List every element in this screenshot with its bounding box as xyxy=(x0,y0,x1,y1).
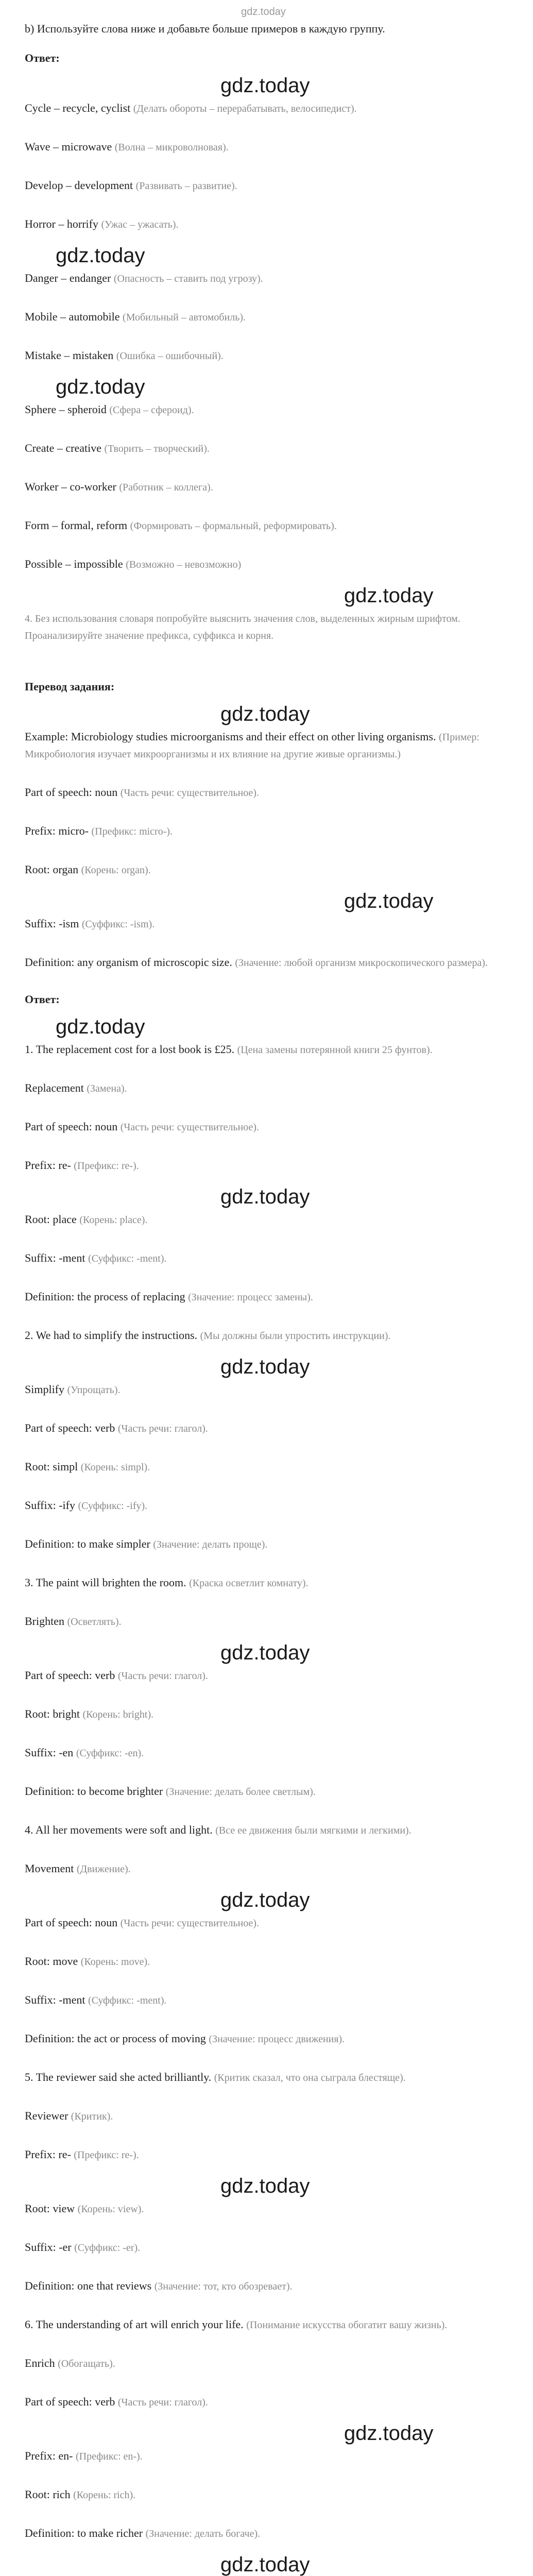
word-item-line xyxy=(25,1706,502,1723)
line-ru: (Префикс: en-). xyxy=(75,2451,143,2462)
line-ru: (Осветлять). xyxy=(67,1616,122,1628)
pair-item xyxy=(25,177,502,194)
line-ru: (Значение: процесс движения). xyxy=(209,2033,345,2045)
pair-ru: (Волна – микроволновая). xyxy=(114,142,229,153)
word-item-sentence xyxy=(25,1574,502,1591)
word-item-line xyxy=(25,1381,502,1398)
word-item-line xyxy=(25,1211,502,1228)
word-item-line xyxy=(25,2394,502,2411)
pair-item xyxy=(25,401,502,418)
pair-item xyxy=(25,440,502,457)
pair-ru: (Формировать – формальный, реформировать). xyxy=(130,520,337,532)
pair-en: Cycle – recycle, cyclist xyxy=(25,101,131,114)
word-item-line xyxy=(25,1914,502,1931)
line-en: Definition: to make richer xyxy=(25,2527,143,2539)
line-en: Part of speech: verb xyxy=(25,2395,115,2408)
watermark: gdz.today xyxy=(56,244,145,267)
line-en: Part of speech: noun xyxy=(25,786,118,799)
line-en: Suffix: -ify xyxy=(25,1499,75,1512)
sentence-ru: (Все ее движения были мягкими и легкими). xyxy=(215,1825,411,1836)
line-ru: (Часть речи: глагол). xyxy=(117,1423,208,1434)
pair-en: Mobile – automobile xyxy=(25,310,120,323)
line-en: Definition: the act or process of moving xyxy=(25,2032,206,2045)
watermark: gdz.today xyxy=(344,2422,434,2445)
sentence-ru: (Краска осветлит комнату). xyxy=(189,1578,308,1589)
sentence-en: 6. The understanding of art will enrich your life. xyxy=(25,2318,244,2331)
line-en: Part of speech: noun xyxy=(25,1916,118,1929)
pair-en: Possible – impossible xyxy=(25,557,123,570)
watermark: gdz.today xyxy=(220,703,310,725)
pair-ru: (Развивать – развитие). xyxy=(135,180,237,192)
line-ru: (Часть речи: глагол). xyxy=(117,2397,208,2408)
pair-ru: (Мобильный – автомобиль). xyxy=(123,312,246,323)
line-ru: (Корень: rich). xyxy=(73,2489,136,2501)
line-en: Suffix: -er xyxy=(25,2241,72,2253)
line-ru: (Суффикс: -ify). xyxy=(78,1500,148,1512)
pair-en: Horror – horrify xyxy=(25,217,98,230)
line-en: Root: view xyxy=(25,2202,75,2215)
sentence-ru: (Цена замены потерянной книги 25 фунтов). xyxy=(237,1044,433,1056)
line-ru: (Часть речи: существительное). xyxy=(120,787,260,799)
watermark: gdz.today xyxy=(56,1015,145,1038)
watermark: gdz.today xyxy=(220,2553,310,2576)
translation-label: Перевод задания: xyxy=(25,680,115,693)
line-ru: (Значение: любой организм микроскопического размера). xyxy=(235,957,488,969)
sentence-en: 4. All her movements were soft and light. xyxy=(25,1823,213,1836)
line-ru: (Значение: тот, кто обозревает). xyxy=(154,2281,293,2292)
line-ru: (Суффикс: -er). xyxy=(74,2242,141,2253)
line-ru: (Значение: процесс замены). xyxy=(188,1292,313,1303)
line-ru: (Критик). xyxy=(71,2111,113,2122)
word-item-sentence xyxy=(25,1327,502,1344)
example-line xyxy=(25,916,502,933)
word-item-line xyxy=(25,1953,502,1970)
line-en: Simplify xyxy=(25,1383,65,1396)
pair-en: Create – creative xyxy=(25,442,102,454)
task-text: b) Используйте слова ниже и добавьте больше примеров в каждую группу. xyxy=(25,22,385,35)
pair-item xyxy=(25,139,502,156)
watermark: gdz.today xyxy=(344,584,434,607)
watermark: gdz.today xyxy=(56,376,145,398)
line-en: Part of speech: verb xyxy=(25,1669,115,1682)
line-en: Suffix: -ment xyxy=(25,1251,85,1264)
line-ru: (Суффикс: -ism). xyxy=(81,919,155,930)
word-item-line xyxy=(25,2486,502,2503)
section-4-task xyxy=(25,610,502,644)
answer-label: Ответ: xyxy=(25,993,60,1006)
watermark: gdz.today xyxy=(220,2175,310,2197)
word-item-line xyxy=(25,1992,502,2009)
pair-en: Sphere – spheroid xyxy=(25,403,107,416)
line-en: Prefix: micro- xyxy=(25,824,89,837)
word-item-line xyxy=(25,1536,502,1553)
word-item-line xyxy=(25,1250,502,1267)
example-line xyxy=(25,823,502,840)
line-ru: (Значение: делать богаче). xyxy=(145,2528,261,2539)
word-item-line xyxy=(25,2146,502,2163)
line-en: Brighten xyxy=(25,1615,64,1628)
word-item-line xyxy=(25,1613,502,1630)
pair-en: Worker – co-worker xyxy=(25,480,116,493)
line-ru: (Корень: view). xyxy=(77,2204,144,2215)
word-item-line xyxy=(25,1744,502,1761)
example-line xyxy=(25,784,502,801)
line-ru: (Корень: organ). xyxy=(81,865,151,876)
line-ru: (Суффикс: -en). xyxy=(76,1748,144,1759)
word-item-line xyxy=(25,2200,502,2217)
line-en: Definition: to become brighter xyxy=(25,1785,163,1798)
word-item-line xyxy=(25,2448,502,2465)
example-line xyxy=(25,954,502,971)
line-ru: (Упрощать). xyxy=(67,1384,121,1396)
line-en: Replacement xyxy=(25,1081,84,1094)
pair-en: Develop – development xyxy=(25,179,133,192)
line-ru: (Суффикс: -ment). xyxy=(88,1253,167,1264)
task-text: 4. Без использования словаря попробуйте выяснить значения слов, выделенных жирным шрифтом. Проанализируйте значение префикса, суффикса и корня. xyxy=(25,613,460,641)
pair-en: Form – formal, reform xyxy=(25,519,128,532)
line-ru: (Замена). xyxy=(87,1083,127,1094)
word-item-line xyxy=(25,1118,502,1136)
sentence-ru: (Понимание искусства обогатит вашу жизнь). xyxy=(246,2319,448,2331)
line-en: Root: move xyxy=(25,1955,78,1968)
pair-en: Mistake – mistaken xyxy=(25,349,114,362)
sentence-en: 1. The replacement cost for a lost book is £25. xyxy=(25,1043,235,1056)
line-en: Reviewer xyxy=(25,2109,68,2122)
line-en: Prefix: en- xyxy=(25,2449,73,2462)
word-item-line xyxy=(25,1497,502,1514)
pair-item xyxy=(25,347,502,364)
line-en: Prefix: re- xyxy=(25,1159,71,1172)
line-en: Prefix: re- xyxy=(25,2148,71,2161)
pair-ru: (Возможно – невозможно) xyxy=(126,559,242,570)
word-item-line xyxy=(25,1667,502,1684)
line-ru: (Часть речи: глагол). xyxy=(117,1670,208,1682)
line-en: Suffix: -ism xyxy=(25,917,79,930)
line-en: Definition: to make simpler xyxy=(25,1537,150,1550)
watermark: gdz.today xyxy=(220,1185,310,1208)
line-ru: (Часть речи: существительное). xyxy=(120,1918,260,1929)
section-b-task xyxy=(25,21,502,37)
word-item-line xyxy=(25,2278,502,2295)
pair-en: Wave – microwave xyxy=(25,140,112,153)
example-en: Example: Microbiology studies microorganisms and their effect on other living organisms. xyxy=(25,730,436,743)
line-en: Root: organ xyxy=(25,863,79,876)
line-ru: (Корень: bright). xyxy=(82,1709,154,1720)
pair-ru: (Ошибка – ошибочный). xyxy=(116,350,223,362)
pair-ru: (Работник – коллега). xyxy=(119,482,213,493)
header-watermark: gdz.today xyxy=(241,6,286,18)
pair-item xyxy=(25,479,502,496)
word-item-line xyxy=(25,2108,502,2125)
sentence-ru: (Критик сказал, что она сыграла блестяще). xyxy=(214,2072,406,2083)
line-ru: (Суффикс: -ment). xyxy=(88,1995,167,2006)
word-item-line xyxy=(25,1080,502,1097)
line-en: Definition: the process of replacing xyxy=(25,1290,185,1303)
word-item-line xyxy=(25,1459,502,1476)
example-line xyxy=(25,861,502,878)
line-en: Root: rich xyxy=(25,2488,71,2501)
word-item-sentence xyxy=(25,1041,502,1058)
pair-ru: (Сфера – сфероид). xyxy=(109,404,194,416)
line-ru: (Обогащать). xyxy=(58,2358,115,2369)
watermark: gdz.today xyxy=(220,74,310,97)
answer-label: Ответ: xyxy=(25,52,60,64)
line-en: Root: simpl xyxy=(25,1460,78,1473)
pair-item xyxy=(25,216,502,233)
watermark: gdz.today xyxy=(220,1641,310,1664)
word-item-line xyxy=(25,2525,502,2542)
line-ru: (Корень: simpl). xyxy=(80,1462,150,1473)
line-ru: (Часть речи: существительное). xyxy=(120,1122,260,1133)
sentence-en: 2. We had to simplify the instructions. xyxy=(25,1329,198,1342)
line-ru: (Значение: делать проще). xyxy=(153,1539,268,1550)
word-item-line xyxy=(25,2030,502,2047)
word-item-line xyxy=(25,2239,502,2256)
pair-item xyxy=(25,270,502,287)
watermark: gdz.today xyxy=(220,1889,310,1911)
pair-item xyxy=(25,517,502,534)
sentence-ru: (Мы должны были упростить инструкции). xyxy=(200,1330,391,1342)
example-ru: (Пример: Микробиология изучает микроорганизмы и их влияние на другие живые организмы.) xyxy=(25,732,479,760)
pair-list xyxy=(25,100,502,607)
watermark: gdz.today xyxy=(344,890,434,912)
pair-ru: (Делать обороты – перерабатывать, велосипедист). xyxy=(133,103,357,114)
line-en: Root: bright xyxy=(25,1707,80,1720)
example-sentence xyxy=(25,728,502,762)
line-ru: (Движение). xyxy=(76,1863,131,1875)
word-item-line xyxy=(25,1783,502,1800)
line-ru: (Корень: move). xyxy=(80,1956,150,1968)
line-en: Definition: any organism of microscopic size. xyxy=(25,956,232,969)
pair-item xyxy=(25,100,502,117)
word-item-line xyxy=(25,1157,502,1174)
line-en: Enrich xyxy=(25,2357,55,2369)
sentence-en: 5. The reviewer said she acted brilliantly. xyxy=(25,2071,212,2083)
line-en: Root: place xyxy=(25,1213,77,1226)
word-item-line xyxy=(25,1860,502,1877)
line-ru: (Префикс: re-). xyxy=(74,1160,139,1172)
line-ru: (Префикс: micro-). xyxy=(91,826,173,837)
word-item-sentence xyxy=(25,1822,502,1839)
sentence-en: 3. The paint will brighten the room. xyxy=(25,1576,186,1589)
line-en: Part of speech: noun xyxy=(25,1120,118,1133)
line-ru: (Префикс: re-). xyxy=(74,2149,139,2161)
word-item-line xyxy=(25,2355,502,2372)
line-en: Definition: one that reviews xyxy=(25,2279,152,2292)
line-en: Movement xyxy=(25,1862,74,1875)
watermark: gdz.today xyxy=(220,1355,310,1378)
pair-ru: (Ужас – ужасать). xyxy=(101,219,179,230)
line-en: Suffix: -en xyxy=(25,1746,74,1759)
pair-en: Danger – endanger xyxy=(25,272,111,284)
pair-item xyxy=(25,309,502,326)
word-item-line xyxy=(25,1420,502,1437)
pair-item xyxy=(25,556,502,573)
line-ru: (Значение: делать более светлым). xyxy=(165,1786,316,1798)
word-item-sentence xyxy=(25,2316,502,2333)
word-item-line xyxy=(25,1289,502,1306)
line-en: Part of speech: verb xyxy=(25,1421,115,1434)
pair-ru: (Опасность – ставить под угрозу). xyxy=(113,273,263,284)
line-en: Suffix: -ment xyxy=(25,1993,85,2006)
line-ru: (Корень: place). xyxy=(79,1214,148,1226)
word-item-sentence xyxy=(25,2069,502,2086)
pair-ru: (Творить – творческий). xyxy=(104,443,210,454)
